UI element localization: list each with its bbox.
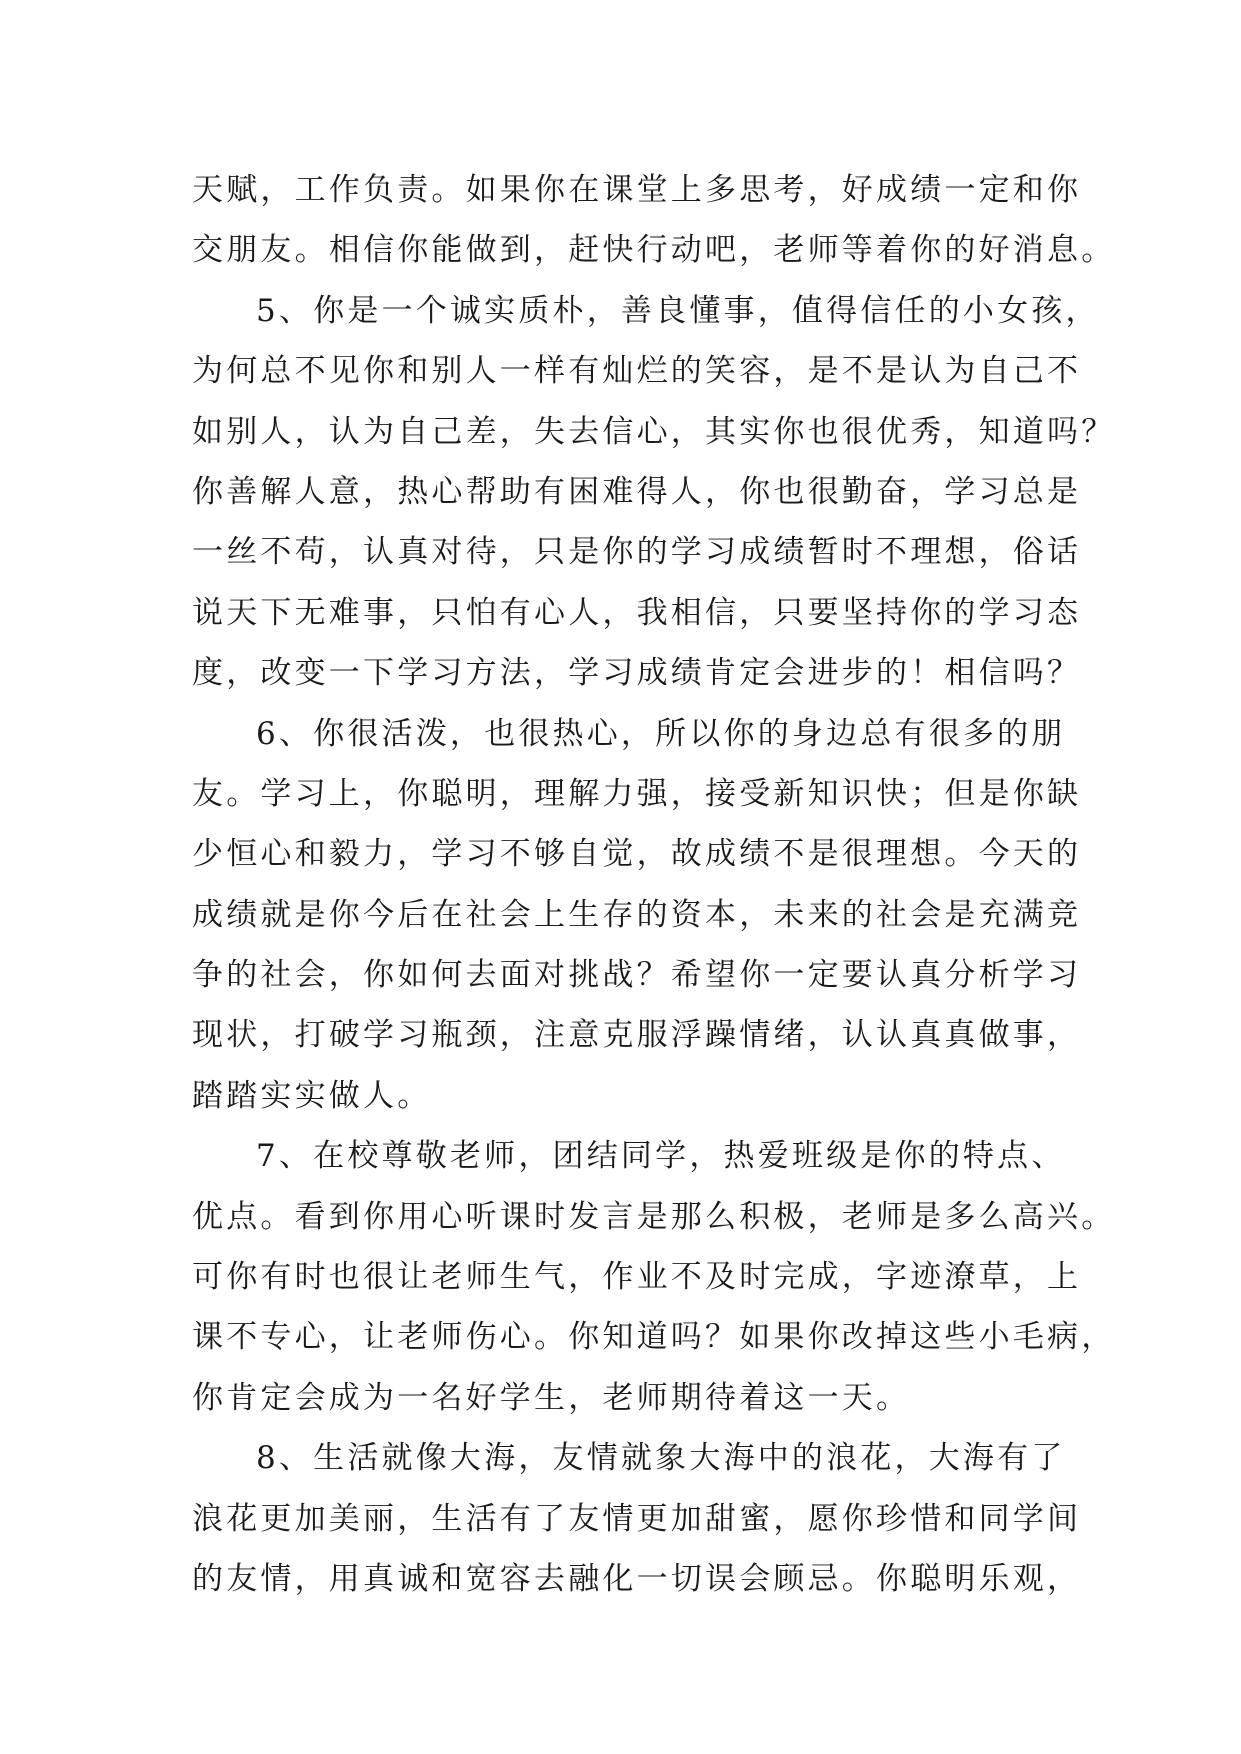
text-line: 课不专心，让老师伤心。你知道吗？如果你改掉这些小毛病， [192, 1319, 1116, 1356]
text-line: 说天下无难事，只怕有心人，我相信，只要坚持你的学习态 [192, 594, 1082, 631]
text-line: 你善解人意，热心帮助有困难得人，你也很勤奋，学习总是 [192, 473, 1082, 510]
text-line: 如别人，认为自己差，失去信心，其实你也很优秀，知道吗？ [192, 413, 1116, 450]
text-line: 天赋，工作负责。如果你在课堂上多思考，好成绩一定和你 [192, 172, 1082, 208]
text-line: 少恒心和毅力，学习不够自觉，故成绩不是很理想。今天的 [192, 836, 1082, 873]
paragraph-first-line: 5、你是一个诚实质朴，善良懂事，值得信任的小女孩， [256, 292, 1100, 329]
text-line: 度，改变一下学习方法，学习成绩肯定会进步的！相信吗？ [192, 655, 1082, 692]
text-line: 的友情，用真诚和宽容去融化一切误会顾忌。你聪明乐观， [192, 1560, 1082, 1597]
paragraph-first-line: 7、在校尊敬老师，团结同学，热爱班级是你的特点、 [256, 1138, 1066, 1175]
document-body [192, 160, 1116, 1609]
text-line: 争的社会，你如何去面对挑战？希望你一定要认真分析学习 [192, 957, 1082, 994]
text-line: 可你有时也很让老师生气，作业不及时完成，字迹潦草，上 [192, 1259, 1082, 1296]
text-line: 浪花更加美丽，生活有了友情更加甜蜜，愿你珍惜和同学间 [192, 1500, 1082, 1537]
text-line: 为何总不见你和别人一样有灿烂的笑容，是不是认为自己不 [192, 353, 1082, 390]
text-line: 成绩就是你今后在社会上生存的资本，未来的社会是充满竞 [192, 896, 1082, 933]
text-line: 现状，打破学习瓶颈，注意克服浮躁情绪，认认真真做事， [192, 1017, 1082, 1054]
text-line: 踏踏实实做人。 [192, 1077, 432, 1114]
text-line: 一丝不苟，认真对待，只是你的学习成绩暂时不理想，俗话 [192, 534, 1082, 571]
text-line: 优点。看到你用心听课时发言是那么积极，老师是多么高兴。 [192, 1198, 1116, 1235]
paragraph-first-line: 8、生活就像大海，友情就象大海中的浪花，大海有了 [256, 1440, 1066, 1477]
text-line: 友。学习上，你聪明，理解力强，接受新知识快；但是你缺 [192, 775, 1082, 812]
text-line: 交朋友。相信你能做到，赶快行动吧，老师等着你的好消息。 [192, 232, 1116, 269]
paragraph-first-line: 6、你很活泼，也很热心，所以你的身边总有很多的朋 [256, 715, 1066, 752]
text-line: 你肯定会成为一名好学生，老师期待着这一天。 [192, 1379, 911, 1416]
